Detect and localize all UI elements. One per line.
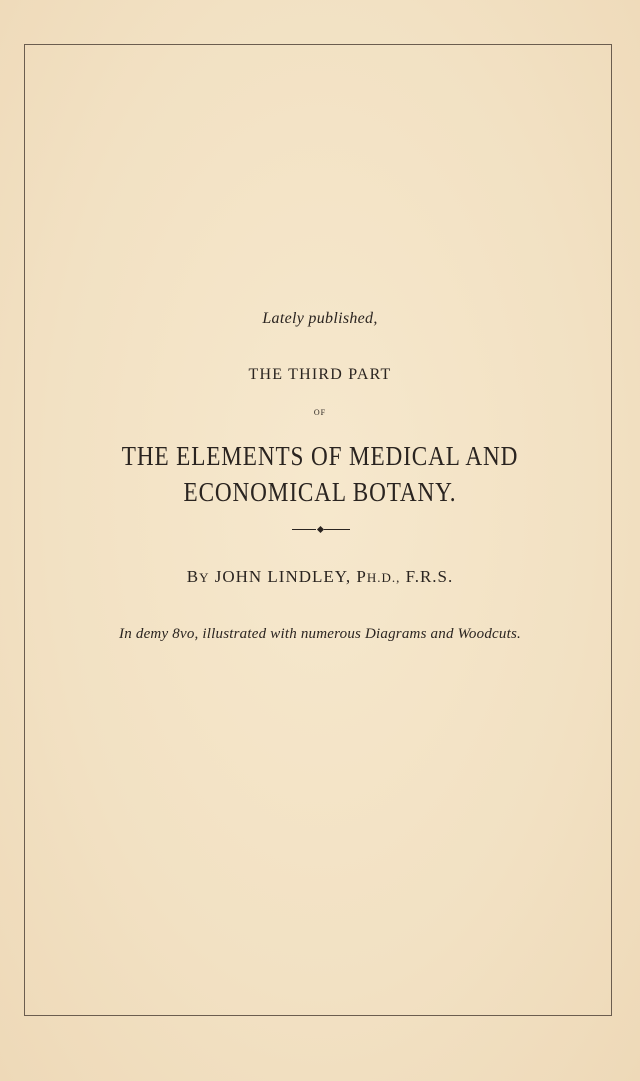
- ornamental-rule-icon: [292, 527, 350, 533]
- book-title-line-1: THE ELEMENTS OF MEDICAL AND: [121, 441, 519, 471]
- book-title-line-2: ECONOMICAL BOTANY.: [183, 477, 457, 507]
- lately-published-label: Lately published,: [262, 310, 378, 327]
- author-degree-phd: PH.D.,: [356, 567, 401, 586]
- author-line: [0, 567, 640, 587]
- author-degree-frs: F.R.S.: [405, 567, 454, 586]
- third-part-heading: THE THIRD PART: [248, 366, 392, 383]
- edition-description: In demy 8vo, illustrated with numerous Diagrams and Woodcuts.: [119, 626, 521, 642]
- author-prefix: BY: [186, 567, 210, 586]
- of-connector: OF: [313, 408, 327, 417]
- author-name: JOHN LINDLEY,: [214, 567, 352, 586]
